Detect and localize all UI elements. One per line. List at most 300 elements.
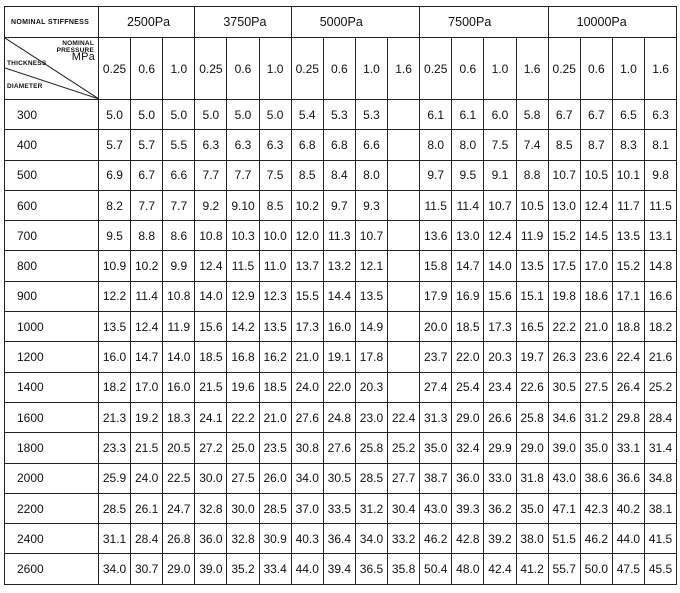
thickness-value-cell: 13.5 xyxy=(355,281,387,311)
thickness-value-cell xyxy=(388,281,420,311)
thickness-value-cell: 12.4 xyxy=(484,221,516,251)
thickness-value-cell: 27.5 xyxy=(580,372,612,402)
thickness-value-cell: 25.2 xyxy=(388,433,420,463)
thickness-value-cell: 8.0 xyxy=(355,160,387,190)
thickness-value-cell: 14.8 xyxy=(644,251,676,281)
thickness-value-cell: 10.1 xyxy=(612,160,644,190)
thickness-value-cell: 25.9 xyxy=(99,463,131,493)
pressure-header-cell: 0.25 xyxy=(195,38,227,100)
thickness-value-cell: 18.2 xyxy=(99,372,131,402)
thickness-value-cell: 6.3 xyxy=(259,130,291,160)
thickness-value-cell: 24.7 xyxy=(163,493,195,523)
thickness-value-cell: 6.0 xyxy=(484,100,516,130)
thickness-value-cell: 38.0 xyxy=(516,524,548,554)
thickness-value-cell: 28.4 xyxy=(644,402,676,432)
thickness-value-cell: 39.2 xyxy=(484,524,516,554)
thickness-value-cell xyxy=(388,100,420,130)
table-row xyxy=(5,190,677,220)
thickness-value-cell: 8.8 xyxy=(516,160,548,190)
thickness-value-cell: 10.0 xyxy=(259,221,291,251)
thickness-value-cell: 29.9 xyxy=(484,433,516,463)
thickness-value-cell: 21.0 xyxy=(259,402,291,432)
thickness-value-cell: 16.0 xyxy=(99,342,131,372)
thickness-value-cell: 10.2 xyxy=(291,190,323,220)
thickness-value-cell: 30.7 xyxy=(131,554,163,584)
thickness-value-cell: 32.8 xyxy=(195,493,227,523)
pressure-header-cell: 0.25 xyxy=(420,38,452,100)
thickness-value-cell: 30.9 xyxy=(259,524,291,554)
thickness-value-cell: 12.4 xyxy=(195,251,227,281)
thickness-value-cell: 39.0 xyxy=(195,554,227,584)
diameter-cell: 600 xyxy=(5,190,99,220)
table-row xyxy=(5,160,677,190)
thickness-value-cell: 11.9 xyxy=(163,312,195,342)
thickness-value-cell: 38.7 xyxy=(420,463,452,493)
thickness-value-cell: 29.0 xyxy=(163,554,195,584)
thickness-value-cell: 41.2 xyxy=(516,554,548,584)
thickness-value-cell: 6.7 xyxy=(548,100,580,130)
thickness-value-cell: 15.6 xyxy=(484,281,516,311)
diameter-cell: 1000 xyxy=(5,312,99,342)
thickness-value-cell: 38.1 xyxy=(644,493,676,523)
thickness-value-cell: 11.5 xyxy=(420,190,452,220)
thickness-value-cell: 34.8 xyxy=(644,463,676,493)
thickness-value-cell: 34.6 xyxy=(548,402,580,432)
thickness-value-cell: 27.6 xyxy=(291,402,323,432)
thickness-value-cell: 30.8 xyxy=(291,433,323,463)
thickness-value-cell: 11.0 xyxy=(259,251,291,281)
thickness-value-cell: 26.0 xyxy=(259,463,291,493)
thickness-value-cell: 19.7 xyxy=(516,342,548,372)
pressure-header-cell: 0.6 xyxy=(452,38,484,100)
thickness-value-cell: 14.2 xyxy=(227,312,259,342)
thickness-value-cell: 21.0 xyxy=(291,342,323,372)
thickness-value-cell: 31.8 xyxy=(516,463,548,493)
thickness-value-cell: 17.5 xyxy=(548,251,580,281)
thickness-value-cell: 44.0 xyxy=(612,524,644,554)
stiffness-group-header: 7500Pa xyxy=(420,7,548,38)
thickness-value-cell: 7.7 xyxy=(195,160,227,190)
thickness-value-cell: 14.5 xyxy=(580,221,612,251)
thickness-value-cell: 18.8 xyxy=(612,312,644,342)
thickness-value-cell xyxy=(388,190,420,220)
thickness-value-cell: 8.5 xyxy=(259,190,291,220)
table-row xyxy=(5,463,677,493)
thickness-value-cell: 5.3 xyxy=(323,100,355,130)
pressure-header-cell: 1.0 xyxy=(163,38,195,100)
thickness-value-cell: 31.2 xyxy=(355,493,387,523)
thickness-value-cell: 42.4 xyxy=(484,554,516,584)
thickness-value-cell: 10.7 xyxy=(484,190,516,220)
thickness-value-cell: 43.0 xyxy=(420,493,452,523)
thickness-value-cell: 28.4 xyxy=(131,524,163,554)
thickness-value-cell: 40.2 xyxy=(612,493,644,523)
thickness-value-cell: 22.2 xyxy=(548,312,580,342)
pressure-header-cell: 1.6 xyxy=(516,38,548,100)
thickness-value-cell: 21.3 xyxy=(99,402,131,432)
thickness-value-cell: 14.7 xyxy=(131,342,163,372)
thickness-value-cell: 39.3 xyxy=(452,493,484,523)
pressure-header-cell: 0.6 xyxy=(227,38,259,100)
thickness-value-cell: 30.5 xyxy=(323,463,355,493)
thickness-value-cell: 14.9 xyxy=(355,312,387,342)
pressure-header-cell: 0.25 xyxy=(291,38,323,100)
thickness-value-cell: 5.0 xyxy=(163,100,195,130)
thickness-value-cell: 14.0 xyxy=(484,251,516,281)
thickness-value-cell: 10.5 xyxy=(580,160,612,190)
thickness-value-cell: 19.1 xyxy=(323,342,355,372)
diameter-cell: 500 xyxy=(5,160,99,190)
thickness-value-cell: 10.3 xyxy=(227,221,259,251)
thickness-value-cell: 17.0 xyxy=(131,372,163,402)
thickness-value-cell: 22.0 xyxy=(323,372,355,402)
thickness-value-cell: 26.1 xyxy=(131,493,163,523)
thickness-value-cell: 9.10 xyxy=(227,190,259,220)
thickness-value-cell: 29.0 xyxy=(452,402,484,432)
thickness-value-cell: 8.2 xyxy=(99,190,131,220)
thickness-value-cell: 23.7 xyxy=(420,342,452,372)
thickness-value-cell: 9.8 xyxy=(644,160,676,190)
thickness-value-cell: 32.4 xyxy=(452,433,484,463)
thickness-value-cell: 16.6 xyxy=(644,281,676,311)
diameter-cell: 400 xyxy=(5,130,99,160)
thickness-value-cell: 11.5 xyxy=(227,251,259,281)
thickness-value-cell: 23.3 xyxy=(99,433,131,463)
diagonal-header-cell xyxy=(5,38,99,100)
thickness-value-cell: 30.0 xyxy=(227,493,259,523)
thickness-value-cell: 25.8 xyxy=(355,433,387,463)
pressure-header-cell: 1.6 xyxy=(644,38,676,100)
pressure-header-cell: 0.25 xyxy=(99,38,131,100)
thickness-value-cell: 31.3 xyxy=(420,402,452,432)
thickness-value-cell: 6.7 xyxy=(580,100,612,130)
thickness-value-cell: 13.0 xyxy=(452,221,484,251)
thickness-value-cell: 11.4 xyxy=(131,281,163,311)
diameter-cell: 1200 xyxy=(5,342,99,372)
thickness-value-cell: 24.0 xyxy=(131,463,163,493)
thickness-value-cell: 9.7 xyxy=(323,190,355,220)
thickness-value-cell: 13.5 xyxy=(516,251,548,281)
thickness-value-cell: 5.7 xyxy=(131,130,163,160)
table-row xyxy=(5,402,677,432)
thickness-value-cell: 18.5 xyxy=(195,342,227,372)
thickness-value-cell: 18.6 xyxy=(580,281,612,311)
thickness-value-cell: 7.7 xyxy=(163,190,195,220)
pipe-spec-table-container xyxy=(4,6,677,585)
table-row xyxy=(5,554,677,584)
thickness-value-cell: 13.5 xyxy=(259,312,291,342)
thickness-value-cell: 12.4 xyxy=(580,190,612,220)
thickness-value-cell: 17.1 xyxy=(612,281,644,311)
thickness-value-cell: 31.4 xyxy=(644,433,676,463)
thickness-value-cell: 24.1 xyxy=(195,402,227,432)
thickness-value-cell: 18.5 xyxy=(452,312,484,342)
thickness-value-cell: 14.0 xyxy=(163,342,195,372)
thickness-value-cell: 33.0 xyxy=(484,463,516,493)
thickness-value-cell: 18.2 xyxy=(644,312,676,342)
diameter-cell: 2600 xyxy=(5,554,99,584)
thickness-value-cell: 37.0 xyxy=(291,493,323,523)
thickness-value-cell: 39.0 xyxy=(548,433,580,463)
thickness-value-cell: 21.5 xyxy=(195,372,227,402)
thickness-value-cell: 13.6 xyxy=(420,221,452,251)
thickness-value-cell: 12.9 xyxy=(227,281,259,311)
thickness-value-cell xyxy=(388,372,420,402)
thickness-value-cell: 12.4 xyxy=(131,312,163,342)
thickness-value-cell: 31.2 xyxy=(580,402,612,432)
thickness-value-cell: 11.5 xyxy=(644,190,676,220)
thickness-value-cell: 6.1 xyxy=(420,100,452,130)
thickness-value-cell: 33.4 xyxy=(259,554,291,584)
thickness-value-cell: 36.0 xyxy=(452,463,484,493)
thickness-value-cell: 17.3 xyxy=(291,312,323,342)
thickness-value-cell: 22.0 xyxy=(452,342,484,372)
thickness-value-cell: 7.5 xyxy=(484,130,516,160)
thickness-value-cell: 7.4 xyxy=(516,130,548,160)
table-row xyxy=(5,342,677,372)
thickness-value-cell: 26.4 xyxy=(612,372,644,402)
thickness-value-cell xyxy=(388,221,420,251)
thickness-value-cell: 36.4 xyxy=(323,524,355,554)
thickness-value-cell: 9.5 xyxy=(99,221,131,251)
pressure-header-cell: 0.6 xyxy=(323,38,355,100)
thickness-value-cell: 5.4 xyxy=(291,100,323,130)
thickness-value-cell: 35.0 xyxy=(516,493,548,523)
table-row xyxy=(5,281,677,311)
table-body xyxy=(5,7,677,585)
thickness-value-cell: 17.0 xyxy=(580,251,612,281)
thickness-value-cell xyxy=(388,160,420,190)
thickness-value-cell: 18.5 xyxy=(259,372,291,402)
thickness-value-cell: 26.6 xyxy=(484,402,516,432)
diameter-cell: 1600 xyxy=(5,402,99,432)
thickness-value-cell: 5.0 xyxy=(99,100,131,130)
thickness-value-cell: 15.6 xyxy=(195,312,227,342)
diameter-cell: 900 xyxy=(5,281,99,311)
thickness-value-cell: 15.8 xyxy=(420,251,452,281)
diameter-cell: 2400 xyxy=(5,524,99,554)
thickness-value-cell: 35.0 xyxy=(420,433,452,463)
thickness-value-cell: 6.6 xyxy=(163,160,195,190)
thickness-value-cell: 19.6 xyxy=(227,372,259,402)
thickness-value-cell: 16.0 xyxy=(163,372,195,402)
stiffness-group-header: 10000Pa xyxy=(548,7,676,38)
thickness-value-cell: 5.8 xyxy=(516,100,548,130)
thickness-value-cell: 9.5 xyxy=(452,160,484,190)
thickness-value-cell: 9.3 xyxy=(355,190,387,220)
thickness-value-cell: 5.0 xyxy=(195,100,227,130)
thickness-value-cell: 28.5 xyxy=(259,493,291,523)
nominal-stiffness-label: NOMINAL STIFFNESS xyxy=(5,7,99,38)
thickness-value-cell: 16.9 xyxy=(452,281,484,311)
thickness-value-cell: 21.6 xyxy=(644,342,676,372)
thickness-value-cell: 24.8 xyxy=(323,402,355,432)
thickness-value-cell: 50.0 xyxy=(580,554,612,584)
thickness-value-cell: 7.7 xyxy=(227,160,259,190)
thickness-value-cell: 8.1 xyxy=(644,130,676,160)
stiffness-group-header: 3750Pa xyxy=(195,7,291,38)
thickness-value-cell: 6.3 xyxy=(644,100,676,130)
pressure-header-cell: 1.0 xyxy=(355,38,387,100)
thickness-value-cell: 10.5 xyxy=(516,190,548,220)
thickness-value-cell: 23.5 xyxy=(259,433,291,463)
thickness-value-cell: 48.0 xyxy=(452,554,484,584)
thickness-value-cell: 11.7 xyxy=(612,190,644,220)
thickness-value-cell: 8.8 xyxy=(131,221,163,251)
pipe-wall-thickness-table xyxy=(4,6,677,585)
thickness-value-cell: 23.6 xyxy=(580,342,612,372)
thickness-value-cell: 23.0 xyxy=(355,402,387,432)
thickness-value-cell: 22.4 xyxy=(388,402,420,432)
table-row xyxy=(5,130,677,160)
thickness-value-cell: 29.8 xyxy=(612,402,644,432)
thickness-value-cell: 34.0 xyxy=(355,524,387,554)
thickness-value-cell: 11.9 xyxy=(516,221,548,251)
thickness-value-cell: 35.0 xyxy=(580,433,612,463)
thickness-value-cell: 16.5 xyxy=(516,312,548,342)
thickness-value-cell: 11.4 xyxy=(452,190,484,220)
thickness-value-cell: 39.4 xyxy=(323,554,355,584)
thickness-value-cell: 6.3 xyxy=(227,130,259,160)
thickness-value-cell: 55.7 xyxy=(548,554,580,584)
thickness-value-cell: 22.5 xyxy=(163,463,195,493)
thickness-value-cell: 36.6 xyxy=(612,463,644,493)
thickness-value-cell: 7.7 xyxy=(131,190,163,220)
thickness-value-cell: 13.5 xyxy=(612,221,644,251)
thickness-value-cell: 10.9 xyxy=(99,251,131,281)
thickness-value-cell: 34.0 xyxy=(291,463,323,493)
thickness-value-cell: 46.2 xyxy=(580,524,612,554)
thickness-value-cell: 5.7 xyxy=(99,130,131,160)
thickness-value-cell: 30.5 xyxy=(548,372,580,402)
pressure-header-cell: 0.6 xyxy=(131,38,163,100)
thickness-value-cell: 24.0 xyxy=(291,372,323,402)
thickness-value-cell: 22.6 xyxy=(516,372,548,402)
thickness-value-cell: 5.5 xyxy=(163,130,195,160)
thickness-value-cell: 5.0 xyxy=(259,100,291,130)
thickness-value-cell xyxy=(388,130,420,160)
thickness-value-cell: 51.5 xyxy=(548,524,580,554)
thickness-value-cell: 5.3 xyxy=(355,100,387,130)
thickness-value-cell: 9.7 xyxy=(420,160,452,190)
diameter-cell: 2200 xyxy=(5,493,99,523)
thickness-value-cell: 17.3 xyxy=(484,312,516,342)
thickness-value-cell: 5.0 xyxy=(131,100,163,130)
thickness-value-cell: 33.1 xyxy=(612,433,644,463)
thickness-value-cell: 6.8 xyxy=(291,130,323,160)
thickness-value-cell: 28.5 xyxy=(99,493,131,523)
thickness-value-cell: 15.5 xyxy=(291,281,323,311)
thickness-value-cell: 30.4 xyxy=(388,493,420,523)
thickness-value-cell: 25.4 xyxy=(452,372,484,402)
thickness-value-cell: 10.8 xyxy=(195,221,227,251)
thickness-value-cell: 11.3 xyxy=(323,221,355,251)
thickness-value-cell: 44.0 xyxy=(291,554,323,584)
thickness-value-cell: 17.9 xyxy=(420,281,452,311)
thickness-value-cell: 47.5 xyxy=(612,554,644,584)
thickness-value-cell: 6.3 xyxy=(195,130,227,160)
stiffness-group-header: 5000Pa xyxy=(291,7,419,38)
thickness-value-cell: 6.8 xyxy=(323,130,355,160)
thickness-value-cell: 36.0 xyxy=(195,524,227,554)
thickness-value-cell: 13.7 xyxy=(291,251,323,281)
thickness-value-cell: 20.3 xyxy=(355,372,387,402)
table-row xyxy=(5,493,677,523)
pressure-unit-label: MPa xyxy=(71,51,95,63)
thickness-value-cell: 5.0 xyxy=(227,100,259,130)
thickness-value-cell: 10.2 xyxy=(131,251,163,281)
thickness-value-cell: 14.7 xyxy=(452,251,484,281)
thickness-value-cell: 38.6 xyxy=(580,463,612,493)
thickness-value-cell: 27.5 xyxy=(227,463,259,493)
thickness-value-cell: 6.6 xyxy=(355,130,387,160)
thickness-value-cell: 9.9 xyxy=(163,251,195,281)
thickness-value-cell: 10.7 xyxy=(355,221,387,251)
thickness-value-cell: 13.1 xyxy=(644,221,676,251)
thickness-value-cell: 22.4 xyxy=(612,342,644,372)
thickness-value-cell: 32.8 xyxy=(227,524,259,554)
diameter-cell: 1400 xyxy=(5,372,99,402)
thickness-value-cell: 26.3 xyxy=(548,342,580,372)
thickness-value-cell: 40.3 xyxy=(291,524,323,554)
thickness-value-cell: 42.8 xyxy=(452,524,484,554)
thickness-value-cell xyxy=(388,251,420,281)
thickness-value-cell: 12.3 xyxy=(259,281,291,311)
thickness-value-cell: 16.8 xyxy=(227,342,259,372)
thickness-value-cell: 20.0 xyxy=(420,312,452,342)
table-row xyxy=(5,221,677,251)
thickness-value-cell: 7.5 xyxy=(259,160,291,190)
thickness-value-cell: 28.5 xyxy=(355,463,387,493)
table-row xyxy=(5,372,677,402)
thickness-value-cell: 30.0 xyxy=(195,463,227,493)
thickness-value-cell: 18.3 xyxy=(163,402,195,432)
pressure-header-cell: 0.25 xyxy=(548,38,580,100)
thickness-value-cell xyxy=(388,312,420,342)
pressure-header-cell: 1.0 xyxy=(484,38,516,100)
thickness-value-cell: 20.3 xyxy=(484,342,516,372)
thickness-value-cell: 12.2 xyxy=(99,281,131,311)
thickness-value-cell: 6.5 xyxy=(612,100,644,130)
thickness-value-cell: 14.0 xyxy=(195,281,227,311)
thickness-value-cell: 8.5 xyxy=(291,160,323,190)
thickness-value-cell: 8.4 xyxy=(323,160,355,190)
thickness-value-cell: 42.3 xyxy=(580,493,612,523)
thickness-value-cell: 8.5 xyxy=(548,130,580,160)
table-row xyxy=(5,100,677,130)
thickness-value-cell: 19.8 xyxy=(548,281,580,311)
thickness-value-cell: 26.8 xyxy=(163,524,195,554)
thickness-value-cell: 35.2 xyxy=(227,554,259,584)
thickness-value-cell: 31.1 xyxy=(99,524,131,554)
thickness-value-cell: 12.1 xyxy=(355,251,387,281)
thickness-value-cell: 6.9 xyxy=(99,160,131,190)
thickness-value-cell: 10.8 xyxy=(163,281,195,311)
thickness-value-cell: 27.4 xyxy=(420,372,452,402)
thickness-value-cell: 27.7 xyxy=(388,463,420,493)
thickness-value-cell: 43.0 xyxy=(548,463,580,493)
stiffness-header-row xyxy=(5,7,677,38)
thickness-value-cell: 45.5 xyxy=(644,554,676,584)
thickness-value-cell: 35.8 xyxy=(388,554,420,584)
thickness-value-cell: 23.4 xyxy=(484,372,516,402)
diameter-cell: 800 xyxy=(5,251,99,281)
stiffness-group-header: 2500Pa xyxy=(99,7,195,38)
thickness-value-cell: 33.2 xyxy=(388,524,420,554)
thickness-label: THICKNESS xyxy=(7,60,47,67)
thickness-value-cell: 17.8 xyxy=(355,342,387,372)
thickness-value-cell: 21.0 xyxy=(580,312,612,342)
